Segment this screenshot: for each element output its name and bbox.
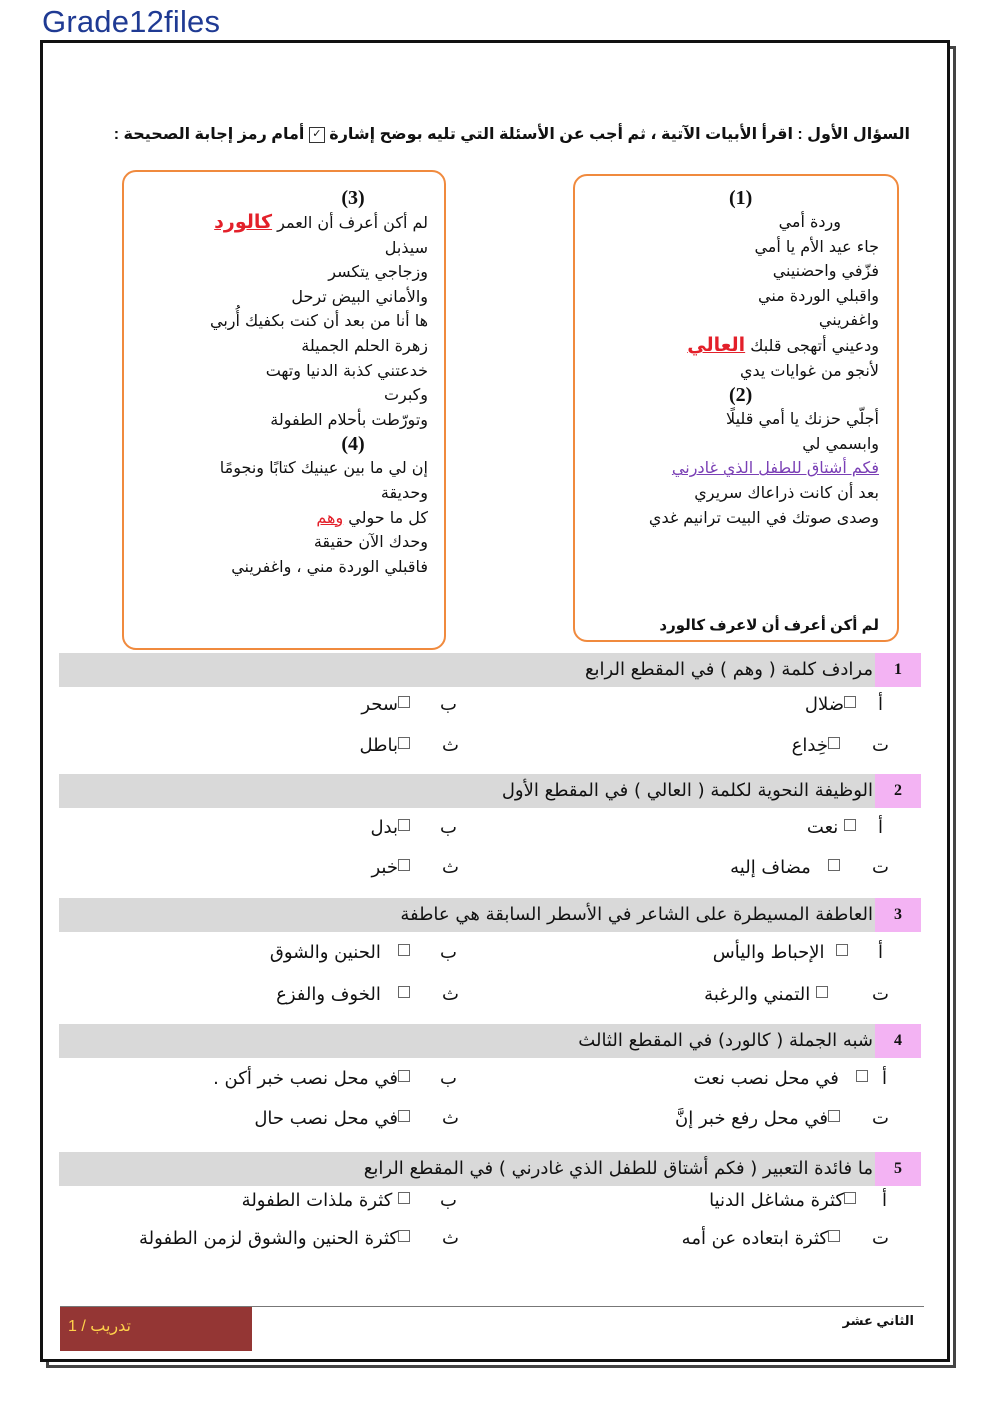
- page-footer: [60, 1306, 924, 1351]
- option-label: الحنين والشوق: [269, 942, 381, 963]
- checkbox-icon[interactable]: [398, 696, 410, 708]
- poem-line: وحديقة: [380, 482, 428, 502]
- poem-line-text: ودعيني أتهجى قلبك: [750, 335, 879, 355]
- option-letter-a: أ: [882, 1068, 888, 1089]
- poem-line: [128, 506, 428, 531]
- question-text: مرادف كلمة ( وهم ) في المقطع الرابع: [584, 659, 873, 680]
- poem-line: واغفريني: [818, 310, 879, 330]
- checkbox-icon[interactable]: [398, 1070, 410, 1082]
- footer-training-box: [60, 1307, 252, 1351]
- question-header-2: [59, 774, 921, 808]
- highlighted-word-kalward: كالورد: [214, 211, 273, 233]
- checkbox-icon[interactable]: [836, 944, 848, 956]
- question-text: الوظيفة النحوية لكلمة ( العالي ) في المقطع الأول: [501, 780, 873, 801]
- option-a[interactable]: [694, 1068, 869, 1089]
- option-d[interactable]: [139, 1228, 410, 1249]
- poem-line: واقبلي الوردة مني: [757, 285, 879, 305]
- training-label: تدريب / 1: [68, 1318, 131, 1335]
- option-label: نعت: [806, 817, 839, 838]
- checkbox-icon[interactable]: [816, 986, 828, 998]
- poem-line: وابسمي لي: [802, 433, 879, 453]
- highlighted-word-wahm: وهم: [316, 507, 344, 527]
- option-letter-b: ب: [440, 817, 457, 838]
- poem-footer-line: لم أكن أعرف أن لاعرف كالورد: [659, 617, 879, 634]
- checkbox-icon[interactable]: [828, 859, 840, 871]
- option-a[interactable]: [807, 817, 856, 838]
- option-letter-d: ث: [442, 984, 459, 1005]
- poem-line: بعد أن كانت ذراعاك سريري: [694, 482, 879, 502]
- poem-line: أجلّي حزنك يا أمي قليلًا: [726, 409, 879, 429]
- option-letter-d: ث: [442, 857, 459, 878]
- checkbox-icon[interactable]: [398, 859, 410, 871]
- option-label: مضاف إليه: [730, 857, 811, 878]
- question-text: شبه الجملة ( كالورد) في المقطع الثالث: [578, 1030, 873, 1051]
- poem-line: وردة أمي: [778, 212, 841, 231]
- option-d[interactable]: [276, 984, 410, 1005]
- option-letter-b: ب: [440, 694, 457, 715]
- question-header-5: [59, 1152, 921, 1186]
- option-c[interactable]: [704, 984, 828, 1005]
- poem-line: والأماني البيض ترحل: [291, 286, 428, 306]
- highlighted-word-al-aali: العالي: [687, 333, 746, 356]
- checkbox-icon[interactable]: [398, 944, 410, 956]
- grade-label: الثاني عشر: [842, 1313, 914, 1328]
- poem-line: زهرة الحلم الجميلة: [301, 335, 428, 355]
- option-letter-c: ت: [872, 1108, 889, 1129]
- poem-box-stanzas-1-2: [573, 174, 899, 642]
- poem-line: [128, 210, 428, 236]
- checkbox-icon[interactable]: [398, 1230, 410, 1242]
- instructions-text-end: أمام رمز إجابة الصحيحة :: [113, 126, 305, 143]
- poem-line: فاقبلي الوردة مني ، واغفريني: [231, 556, 428, 576]
- option-label: في محل نصب نعت: [693, 1068, 839, 1089]
- question-number: 4: [875, 1024, 921, 1058]
- option-letter-c: ت: [872, 735, 889, 756]
- option-label: خبر: [371, 857, 398, 878]
- question-instructions: [80, 124, 910, 144]
- option-b[interactable]: [242, 1190, 410, 1211]
- checkbox-icon[interactable]: [828, 1110, 840, 1122]
- option-label: التمني والرغبة: [704, 984, 811, 1005]
- poem-line-text: لم أكن أعرف أن العمر: [277, 213, 428, 232]
- option-d[interactable]: [360, 735, 410, 756]
- poem-box-stanzas-3-4: [122, 170, 446, 650]
- option-label: باطل: [359, 735, 398, 756]
- option-label: كثرة ابتعاده عن أمه: [681, 1228, 828, 1249]
- option-a[interactable]: [709, 1190, 856, 1211]
- option-label: كثرة الحنين والشوق لزمن الطفولة: [139, 1228, 398, 1249]
- question-header-4: [59, 1024, 921, 1058]
- option-a[interactable]: [805, 694, 856, 715]
- poem-line: إن لي ما بين عينيك كتابًا ونجومًا: [219, 458, 428, 478]
- option-letter-c: ت: [872, 984, 889, 1005]
- option-c[interactable]: [730, 857, 840, 878]
- option-label: في محل نصب حال: [254, 1108, 398, 1129]
- question-text: ما فائدة التعبير ( فكم أشتاق للطفل الذي غادرني ) في المقطع الرابع: [363, 1158, 873, 1179]
- poem-line: [579, 333, 879, 359]
- instructions-text: السؤال الأول : اقرأ الأبيات الآتية ، ثم أجب عن الأسئلة التي تليه بوضح إشارة: [329, 126, 910, 143]
- option-letter-d: ث: [442, 1228, 459, 1249]
- option-d[interactable]: [254, 1108, 410, 1129]
- poem-line: جاء عيد الأم يا أمي: [754, 236, 879, 256]
- question-number: 1: [875, 653, 921, 687]
- poem-line: سيذبل: [384, 237, 428, 257]
- question-number: 3: [875, 898, 921, 932]
- checkbox-icon[interactable]: [828, 1230, 840, 1242]
- option-label: كثرة مشاغل الدنيا: [709, 1190, 844, 1211]
- option-d[interactable]: [372, 857, 411, 878]
- option-label: ضلال: [804, 694, 844, 715]
- checkbox-icon[interactable]: [398, 819, 410, 831]
- stanza-number-4: (4): [341, 433, 365, 456]
- checkbox-tick-icon: ✓: [309, 127, 325, 143]
- option-letter-d: ث: [442, 1108, 459, 1129]
- question-number: 5: [875, 1152, 921, 1186]
- checkbox-icon[interactable]: [398, 1192, 410, 1204]
- option-letter-a: أ: [878, 942, 884, 963]
- question-header-3: [59, 898, 921, 932]
- option-letter-d: ث: [442, 735, 459, 756]
- option-label: خِداع: [791, 735, 828, 756]
- poem-line: وحدك الآن حقيقة: [313, 532, 428, 552]
- site-title: Grade12files: [42, 4, 221, 39]
- option-letter-c: ت: [872, 857, 889, 878]
- option-b[interactable]: [270, 942, 410, 963]
- poem-line: لأنجو من غوايات يدي: [739, 360, 879, 380]
- option-b[interactable]: [370, 817, 410, 838]
- option-label: في محل نصب خبر أكن .: [213, 1068, 398, 1089]
- poem-line: وكبرت: [383, 385, 428, 405]
- poem-line: فزّفي واحضنيني: [772, 261, 879, 281]
- poem-line: خدعتني كذبة الدنيا وتهت: [265, 360, 428, 380]
- option-c[interactable]: [792, 735, 840, 756]
- option-letter-b: ب: [440, 942, 457, 963]
- option-c[interactable]: [675, 1108, 840, 1129]
- option-label: بدل: [370, 817, 398, 838]
- checkbox-icon[interactable]: [844, 1192, 856, 1204]
- option-label: في محل رفع خبر إنَّ: [675, 1108, 828, 1129]
- option-a[interactable]: [713, 942, 848, 963]
- option-label: الإحباط واليأس: [712, 942, 825, 963]
- stanza-number-3: (3): [341, 187, 365, 209]
- option-b[interactable]: [213, 1068, 410, 1089]
- checkbox-icon[interactable]: [844, 819, 856, 831]
- checkbox-icon[interactable]: [398, 986, 410, 998]
- option-b[interactable]: [361, 694, 410, 715]
- poem-line: ها أنا من بعد أن كنت بكفيك أُربي: [209, 311, 428, 331]
- option-label: الخوف والفزع: [276, 984, 381, 1005]
- option-letter-c: ت: [872, 1228, 889, 1249]
- option-label: كثرة ملذات الطفولة: [241, 1190, 393, 1211]
- option-letter-b: ب: [440, 1068, 457, 1089]
- checkbox-icon[interactable]: [398, 1110, 410, 1122]
- highlighted-line: فكم أشتاق للطفل الذي غادرني: [671, 458, 879, 478]
- checkbox-icon[interactable]: [828, 737, 840, 749]
- option-label: سحر: [361, 694, 398, 715]
- stanza-number-1: (1): [729, 187, 753, 209]
- poem-line: وصدى صوتك في البيت ترانيم غدي: [648, 507, 879, 527]
- poem-line: وزجاجي يتكسر: [328, 262, 428, 282]
- poem-line: وتورّطت بأحلام الطفولة: [270, 409, 428, 429]
- option-c[interactable]: [682, 1228, 840, 1249]
- checkbox-icon[interactable]: [844, 696, 856, 708]
- question-text: العاطفة المسيطرة على الشاعر في الأسطر السابقة هي عاطفة: [400, 904, 873, 925]
- checkbox-icon[interactable]: [856, 1070, 868, 1082]
- option-letter-a: أ: [878, 817, 884, 838]
- question-number: 2: [875, 774, 921, 808]
- poem-line-text: كل ما حولي: [348, 507, 428, 527]
- question-header-1: [59, 653, 921, 687]
- stanza-number-2: (2): [729, 384, 753, 407]
- option-letter-a: أ: [882, 1190, 888, 1211]
- option-letter-a: أ: [878, 694, 884, 715]
- checkbox-icon[interactable]: [398, 737, 410, 749]
- option-letter-b: ب: [440, 1190, 457, 1211]
